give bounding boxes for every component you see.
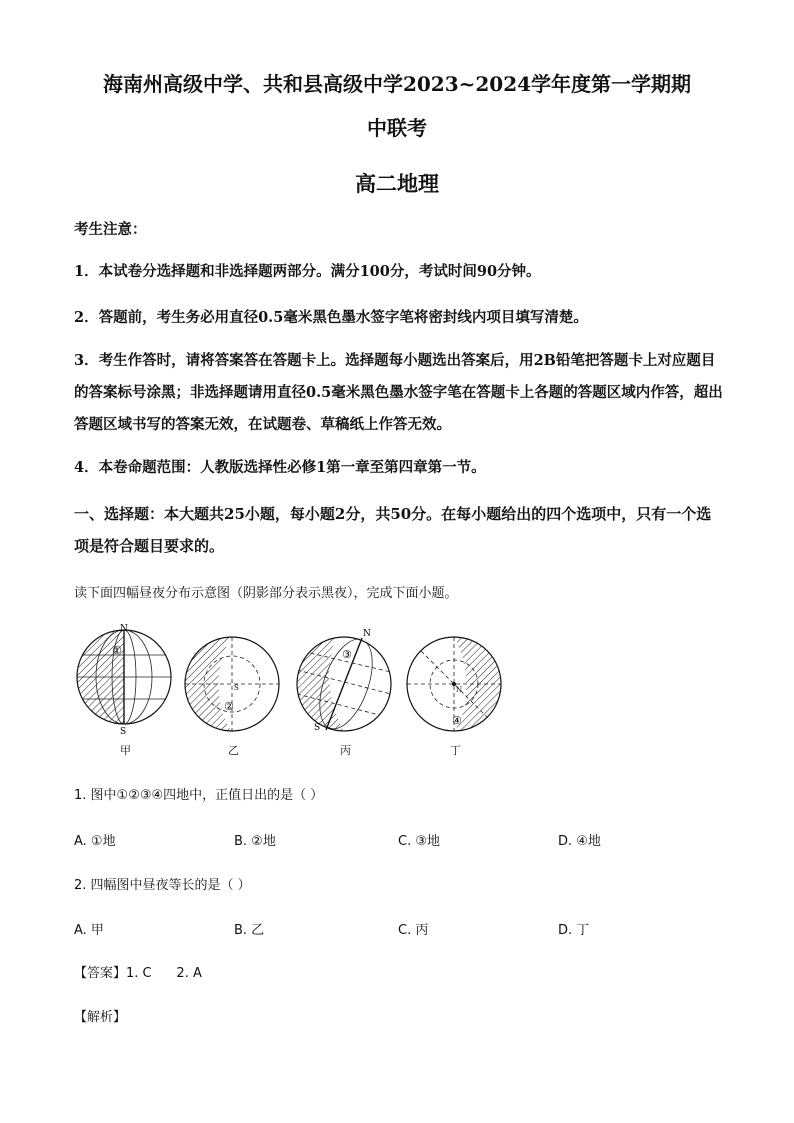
q2-option-a: A. 甲 <box>74 923 104 938</box>
caption-yi: 乙 <box>228 744 239 757</box>
pole-label-n-jia: N <box>120 624 128 634</box>
notice-item-4: 4．本卷命题范围：人教版选择性必修1第一章至第四章第一节。 <box>74 459 486 476</box>
figure-intro: 读下面四幅昼夜分布示意图（阴影部分表示黑夜），完成下面小题。 <box>74 586 458 601</box>
globe-jia <box>77 630 171 724</box>
q1-option-d: D. ④地 <box>558 834 601 849</box>
q1-option-b: B. ②地 <box>234 834 276 849</box>
marker-4: ④ <box>452 714 462 727</box>
pole-label-s-jia: S <box>120 727 127 737</box>
answer-line <box>74 962 202 981</box>
day-night-figure <box>74 622 514 742</box>
notice-heading: 考生注意： <box>74 221 147 238</box>
pole-label-n-bing: N <box>363 629 371 639</box>
subject-title: 高二地理 <box>355 171 439 196</box>
answer-text: 1. C 2. A <box>126 966 202 981</box>
q2-option-c: C. 丙 <box>398 923 429 938</box>
caption-jia: 甲 <box>120 744 131 757</box>
section-heading: 一、选择题：本大题共25小题，每小题2分，共50分。在每小题给出的四个选项中，只有一个选项是符合题目要求的。 <box>74 505 712 555</box>
caption-ding: 丁 <box>450 744 461 757</box>
pole-label-n-ding: N <box>456 686 463 694</box>
question-1-stem: 1. 图中①②③④四地中，正值日出的是（ ） <box>74 788 324 803</box>
q1-option-c: C. ③地 <box>398 834 440 849</box>
marker-2: ② <box>224 700 234 713</box>
notice-item-2: 2．答题前，考生务必用直径0.5毫米黑色墨水签字笔将密封线内项目填写清楚。 <box>74 309 588 326</box>
pole-label-s-bing: S <box>314 723 321 733</box>
q1-option-a: A. ①地 <box>74 834 116 849</box>
pole-label-s-yi: S <box>234 684 239 692</box>
q2-option-b: B. 乙 <box>234 923 265 938</box>
marker-3: ③ <box>342 648 352 661</box>
question-2-stem: 2. 四幅图中昼夜等长的是（ ） <box>74 878 251 893</box>
caption-bing: 丙 <box>340 744 351 757</box>
globe-yi <box>185 637 279 732</box>
title-line-2: 中联考 <box>367 116 427 140</box>
answer-label: 【答案】 <box>74 966 127 981</box>
q2-option-d: D. 丁 <box>558 923 590 938</box>
notice-item-1: 1．本试卷分选择题和非选择题两部分。满分100分，考试时间90分钟。 <box>74 263 541 280</box>
analysis-label: 【解析】 <box>74 1010 127 1025</box>
notice-item-3: 3．考生作答时，请将答案答在答题卡上。选择题每小题选出答案后，用2B铅笔把答题卡上对应题目的答案标号涂黑；非选择题请用直径0.5毫米黑色墨水签字笔在答题卡上各题的答题区域内作答，超出答题区域书写的答案无效，在试题卷、草稿纸上作答无效。 <box>74 352 723 433</box>
marker-1: ① <box>112 644 122 657</box>
title-line-1: 海南州高级中学、共和县高级中学2023~2024学年度第一学期期 <box>102 72 692 96</box>
